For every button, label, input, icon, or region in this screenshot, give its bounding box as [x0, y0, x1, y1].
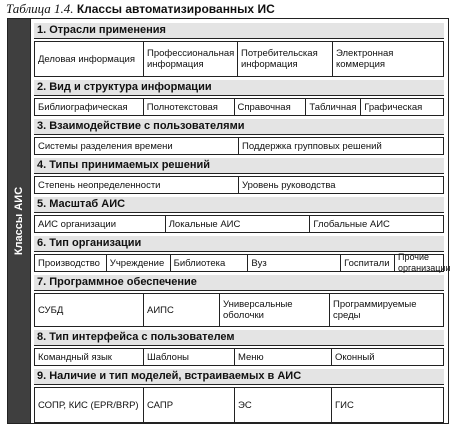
section-title: 7. Программное обеспечение [34, 275, 444, 291]
class-item: Профессиональная информация [143, 41, 238, 77]
class-item: Поддержка групповых решений [238, 137, 444, 155]
class-item: Библиотека [170, 254, 249, 272]
section-title: 2. Вид и структура информации [34, 80, 444, 96]
class-item: Госпитали [340, 254, 395, 272]
section-title: 1. Отрасли применения [34, 23, 444, 39]
section-info-structure [34, 80, 444, 116]
class-item: Прочие организации [394, 254, 444, 272]
class-item: Степень неопределенности [34, 176, 239, 194]
side-label: Классы АИС [13, 186, 25, 256]
class-item: Локальные АИС [165, 215, 311, 233]
section-row [34, 215, 444, 233]
class-item: Командный язык [34, 348, 144, 366]
section-title: 8. Тип интерфейса с пользователем [34, 330, 444, 346]
class-item: СУБД [34, 293, 144, 327]
class-item: Шаблоны [143, 348, 235, 366]
section-organization-type [34, 236, 451, 273]
classification-table [7, 18, 449, 424]
section-title: 9. Наличие и тип моделей, встраиваемых в АИС [34, 369, 444, 385]
class-item: Полнотекстовая [143, 98, 235, 116]
section-software [34, 275, 444, 327]
class-item: Табличная [305, 98, 361, 116]
class-item: АИС организации [34, 215, 166, 233]
section-row [34, 293, 444, 327]
class-item: Уровень руководства [238, 176, 444, 194]
class-item: Графическая [360, 98, 444, 116]
section-models [34, 369, 444, 423]
section-row [34, 176, 444, 194]
section-title: 6. Тип организации [34, 236, 444, 252]
section-scale [34, 197, 444, 233]
section-row [34, 348, 444, 366]
class-item: АИПС [143, 293, 220, 327]
class-item: СОПР, КИС (ЕРR/ВRР) [34, 387, 144, 423]
section-row [34, 137, 444, 155]
table-number: Таблица 1.4. [6, 1, 74, 16]
section-industries [34, 23, 444, 77]
class-item: ЭС [234, 387, 332, 423]
class-item: Оконный [331, 348, 444, 366]
class-item: Деловая информация [34, 41, 144, 77]
section-title: 4. Типы принимаемых решений [34, 158, 444, 174]
class-item: Вуз [247, 254, 341, 272]
class-item: Меню [234, 348, 332, 366]
table-content [34, 23, 451, 426]
class-item: Справочная [234, 98, 307, 116]
section-row [34, 387, 444, 423]
class-item: Глобальные АИС [309, 215, 444, 233]
class-item: Электронная коммерция [332, 41, 444, 77]
section-user-interface [34, 330, 444, 366]
section-row [34, 252, 451, 273]
section-row [34, 98, 444, 116]
class-item: Универсальные оболочки [219, 293, 330, 327]
class-item: Библиографическая [34, 98, 144, 116]
section-user-interaction [34, 119, 444, 155]
section-title: 3. Взаимодействие с пользователями [34, 119, 444, 135]
table-caption [6, 0, 275, 18]
section-decision-types [34, 158, 444, 194]
class-item: Учреждение [106, 254, 171, 272]
class-item: САПР [143, 387, 235, 423]
class-item: Потребительская информация [237, 41, 333, 77]
class-item: Производство [34, 254, 107, 272]
class-item: Программируемые среды [329, 293, 444, 327]
side-panel [8, 19, 31, 423]
section-row [34, 41, 444, 77]
class-item: Системы разделения времени [34, 137, 239, 155]
section-title: 5. Масштаб АИС [34, 197, 444, 213]
table-title: Классы автоматизированных ИС [76, 2, 275, 16]
class-item: ГИС [331, 387, 444, 423]
